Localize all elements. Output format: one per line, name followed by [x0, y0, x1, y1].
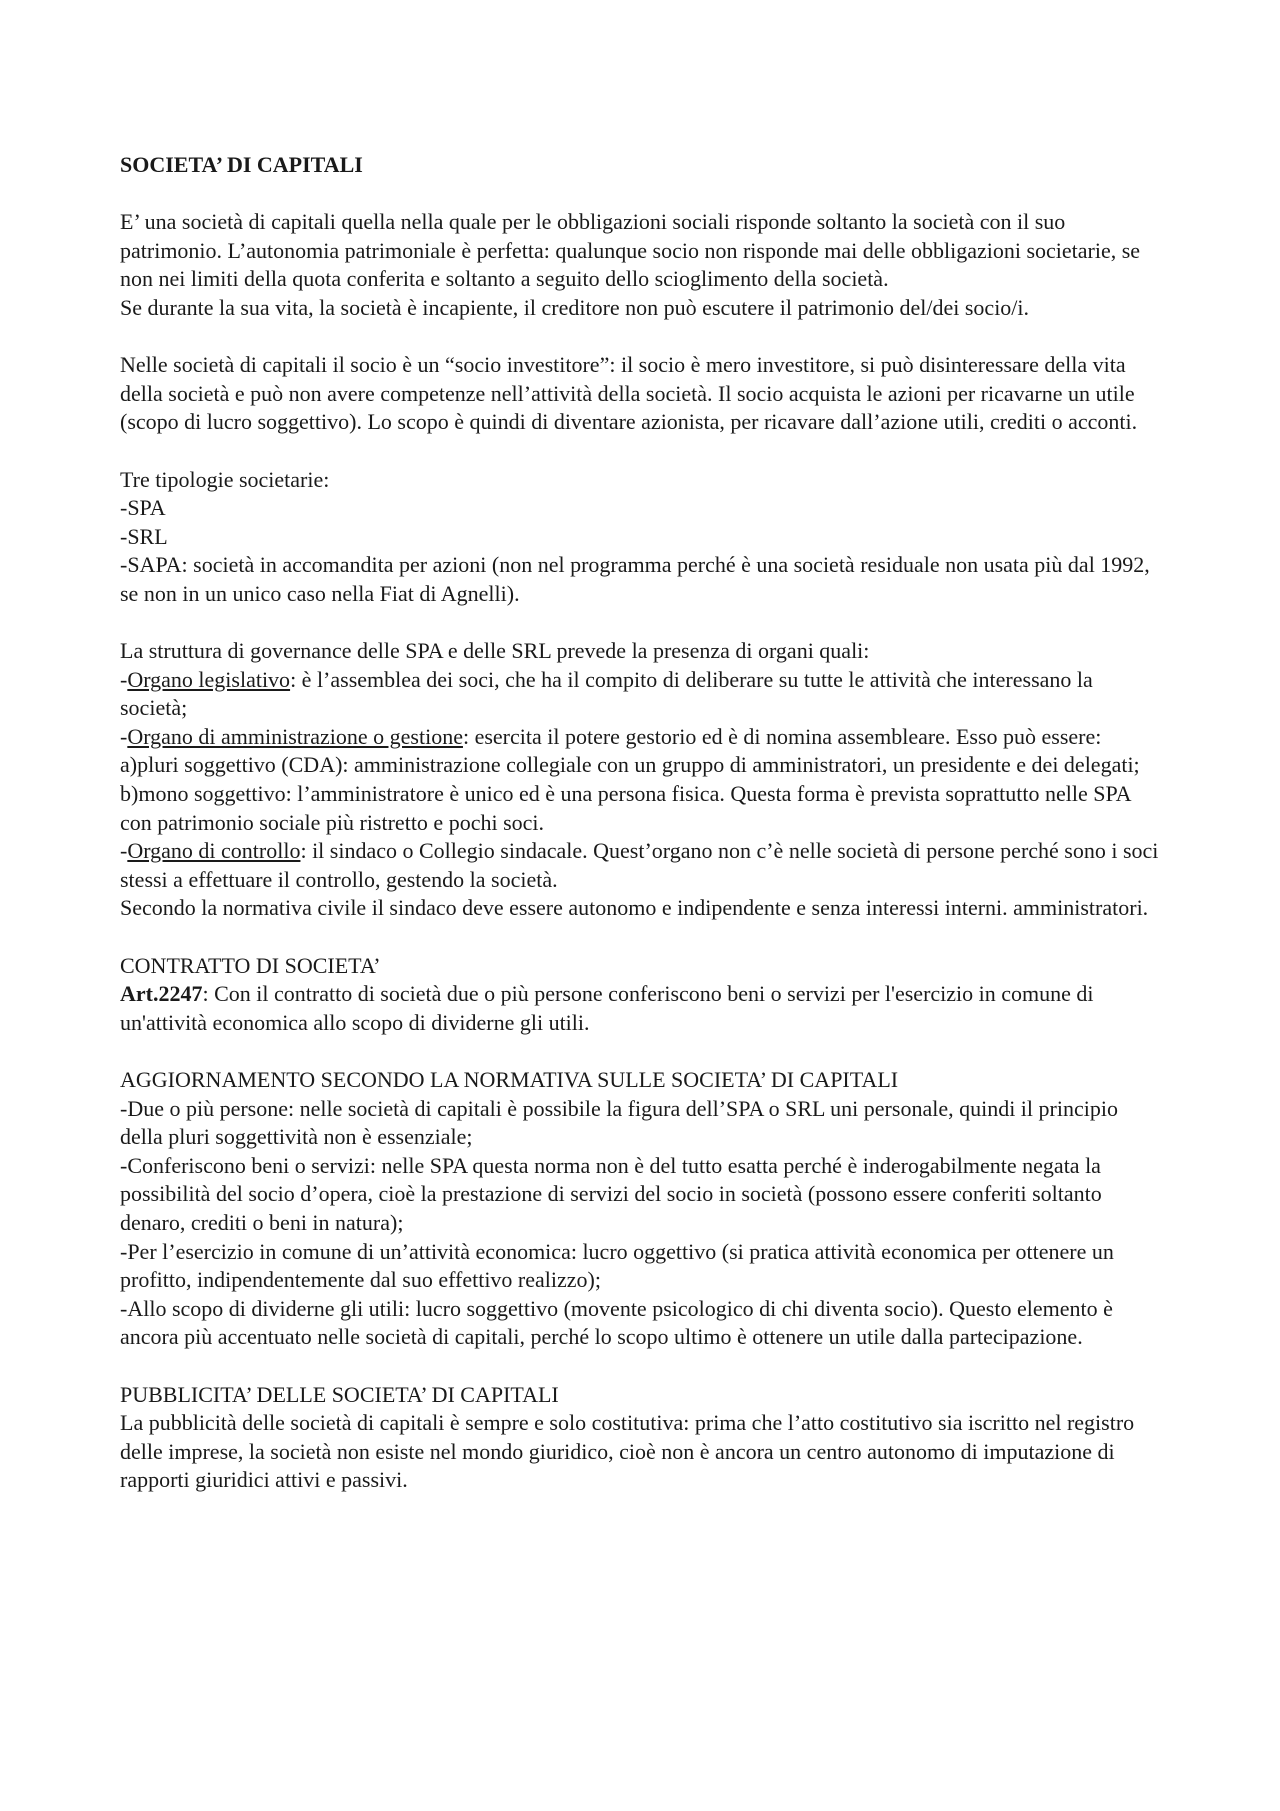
aggiornamento-item-4: -Allo scopo di dividerne gli utili: lucro soggettivo (movente psicologico di chi diventa socio). Questo elemento è ancora più accentuato nelle società di capitali, perché lo scopo ultimo è ottenere un utile dalla partecipazione. — [120, 1295, 1113, 1350]
governance-amministrazione — [120, 723, 1160, 752]
governance-legislativo-dash: - — [120, 666, 128, 692]
contratto-article-number: Art.2247 — [120, 981, 203, 1007]
pubblicita-text: La pubblicità delle società di capitali è sempre e solo costitutiva: prima che l’atto costitutivo sia iscritto nel registro delle imprese, la società non esiste nel mondo giuridico, cioè non è ancora un centro autonomo di imputazione di rapporti giuridici attivi e passivi. — [120, 1410, 1135, 1493]
governance-legislativo-term: Organo legislativo — [127, 666, 291, 692]
aggiornamento-heading: AGGIORNAMENTO SECONDO LA NORMATIVA SULLE SOCIETA’ DI CAPITALI — [120, 1067, 899, 1092]
intro-paragraph-1: E’ una società di capitali quella nella quale per le obbligazioni sociali risponde soltanto la società con il suo patrimonio. L’autonomia patrimoniale è perfetta: qualunque socio non risponde mai delle obbligazioni societarie, se non nei limiti della quota conferita e soltanto a seguito dello scioglimento della società. — [120, 209, 1141, 292]
types-heading: Tre tipologie societarie: — [120, 466, 330, 492]
types-item-sapa: -SAPA: società in accomandita per azioni (non nel programma perché è una società residuale non usata più dal 1992, se non in un unico caso nella Fiat di Agnelli). — [120, 552, 1150, 606]
investor-paragraph: Nelle società di capitali il socio è un “socio investitore”: il socio è mero investitore, si può disinteressare della vita della società e può non avere competenze nell’attività della società. Il socio acquista le azioni per ricavarne un utile (scopo di lucro soggettivo). Lo scopo è quindi di diventare azionista, per ricavare dall’azione utili, crediti o acconti. — [120, 352, 1138, 435]
intro-paragraph-2: Se durante la sua vita, la società è incapiente, il creditore non può escutere il patrimonio del/dei socio/i. — [120, 294, 1030, 320]
governance-controllo — [120, 837, 1160, 894]
aggiornamento-item-2: -Conferiscono beni o servizi: nelle SPA questa norma non è del tutto esatta perché è inderogabilmente negata la possibilità del socio d’opera, cioè la prestazione di servizi del socio in società (possono essere conferiti soltanto denaro, crediti o beni in natura); — [120, 1152, 1102, 1235]
contratto-article-text: : Con il contratto di società due o più persone conferiscono beni o servizi per l'esercizio in comune di un'attività economica allo scopo di dividerne gli utili. — [120, 981, 1094, 1035]
governance-note: Secondo la normativa civile il sindaco deve essere autonomo e indipendente e senza interessi interni. amministratori. — [120, 895, 1149, 921]
governance-legislativo — [120, 666, 1160, 723]
pubblicita-heading: PUBBLICITA’ DELLE SOCIETA’ DI CAPITALI — [120, 1381, 559, 1407]
governance-intro: La struttura di governance delle SPA e delle SRL prevede la presenza di organi quali: — [120, 638, 870, 664]
contratto-heading: CONTRATTO DI SOCIETA’ — [120, 952, 381, 978]
contratto-article — [120, 980, 1160, 1037]
governance-controllo-term: Organo di controllo — [127, 838, 301, 864]
governance-option-a: a)pluri soggettivo (CDA): amministrazione collegiale con un gruppo di amministratori, un presidente e dei delegati; — [120, 752, 1140, 778]
types-item-spa: -SPA — [120, 495, 166, 521]
governance-legislativo-text: : è l’assemblea dei soci, che ha il compito di deliberare su tutte le attività che interessano la società; — [120, 666, 1093, 721]
document-title: SOCIETA’ DI CAPITALI — [120, 152, 363, 177]
types-item-srl: -SRL — [120, 523, 168, 549]
governance-controllo-text: : il sindaco o Collegio sindacale. Quest’organo non c’è nelle società di persone perché sono i soci stessi a effettuare il controllo, gestendo la società. — [120, 838, 1159, 892]
governance-controllo-dash: - — [120, 838, 128, 864]
governance-amministrazione-term: Organo di amministrazione o gestione — [127, 723, 463, 749]
governance-amministrazione-text: : esercita il potere gestorio ed è di nomina assembleare. Esso può essere: — [462, 723, 1102, 749]
aggiornamento-item-3: -Per l’esercizio in comune di un’attività economica: lucro oggettivo (si pratica attività economica per ottenere un profitto, indipendentemente dal suo effettivo realizzo); — [120, 1238, 1114, 1293]
governance-amministrazione-dash: - — [120, 723, 128, 749]
aggiornamento-item-1: -Due o più persone: nelle società di capitali è possibile la figura dell’SPA o SRL uni personale, quindi il principio della pluri soggettività non è essenziale; — [120, 1095, 1118, 1150]
governance-option-b: b)mono soggettivo: l’amministratore è unico ed è una persona fisica. Questa forma è prevista soprattutto nelle SPA con patrimonio sociale più ristretto e pochi soci. — [120, 781, 1131, 835]
